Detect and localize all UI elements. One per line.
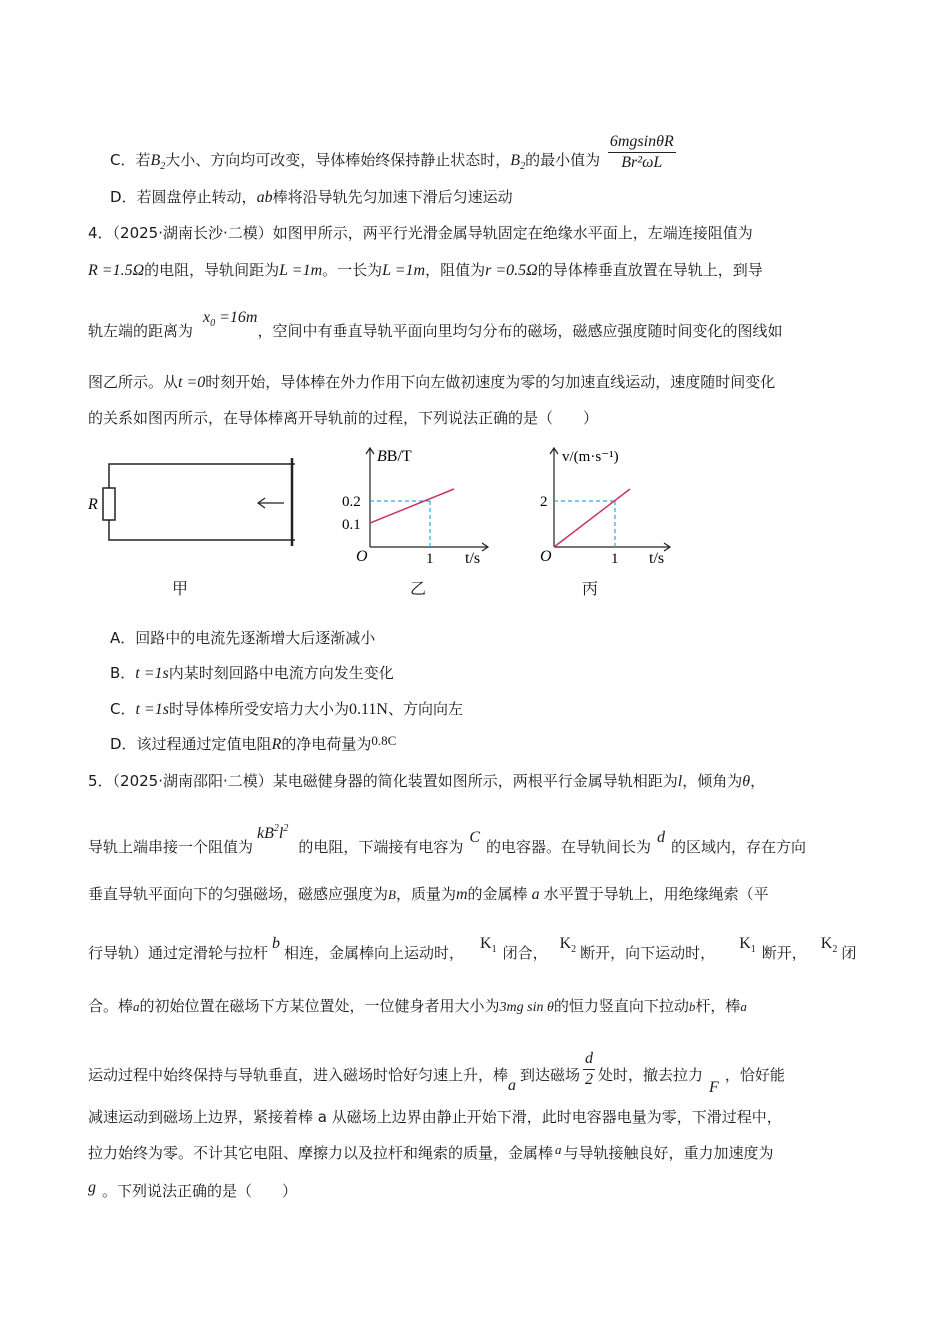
xtick-1: 1 [611, 551, 619, 567]
q5-text: 处时，撤去拉力 [598, 1066, 704, 1084]
math-F: F [709, 1079, 719, 1096]
q4-line-5 [88, 407, 598, 429]
question-source: （2025·湖南长沙·二模） [112, 224, 273, 242]
math-R: R =1.5Ω [88, 262, 145, 279]
q5-text: ， [750, 772, 766, 790]
q5-text: 。下列说法正确的是（ ） [102, 1182, 298, 1200]
math-a: a [531, 886, 540, 903]
q4-option-d [110, 733, 396, 756]
question-number: 4． [88, 224, 113, 242]
option-d-label: D．该过程通过定值电阻 [110, 735, 272, 753]
q5-line-5 [88, 995, 747, 1019]
k-letter: K [739, 935, 751, 952]
switch-k1: $K_1$ [480, 935, 497, 955]
option-c-text2: 、方向向左 [387, 700, 463, 718]
q4-line-4 [88, 371, 775, 394]
q4-text: 轨左端的距离为 [88, 322, 194, 340]
q4-text: ，空间中有垂直导轨平面向里均匀分布的磁场，磁感应强度随时间变化的图线如 [257, 322, 783, 340]
x0-value: =16m [219, 309, 258, 326]
math-theta: θ [742, 773, 751, 790]
math-a: a [555, 1142, 562, 1157]
q5-text: 与导轨接触良好，重力加速度为 [563, 1144, 774, 1162]
fraction-d-2 [583, 1049, 595, 1090]
q4-option-a [110, 627, 375, 649]
q5-text: 行导轨）通过定滑轮与拉杆 [88, 944, 269, 962]
ytick-2: 2 [540, 494, 548, 510]
option-c-text2: 的最小值为 [525, 151, 601, 169]
option-d-text: 棒将沿导轨先匀加速下滑后匀速运动 [272, 188, 513, 206]
math-L: L =1m [279, 262, 323, 279]
math-kB: kB [257, 825, 274, 842]
option-c-text: 时导体棒所受安培力大小为 [168, 700, 349, 718]
q5-text: 的金属棒 [467, 885, 528, 903]
switch-k1b: $K_1$ [739, 935, 756, 955]
var-b2: $B_2$ [150, 152, 166, 172]
q5-line-8 [88, 1142, 774, 1165]
math-force: 3mg sin θ [499, 1000, 554, 1015]
q5-line-2 [88, 823, 807, 859]
origin-label: O [356, 548, 368, 565]
math-g: g [88, 1179, 96, 1196]
q5-line-9 [88, 1180, 297, 1203]
option-d-text: 的净电荷量为 [281, 735, 372, 753]
math-t0: t =0 [178, 374, 206, 391]
q5-line-4 [88, 935, 857, 971]
xlabel-yi: t/s [465, 550, 481, 567]
figure-yi-graph [338, 445, 498, 570]
ylabel-bing: v/(m·s⁻¹) [562, 449, 619, 465]
math-x0 [203, 309, 258, 329]
var-ab: ab [256, 189, 273, 206]
math-a: a [508, 1077, 517, 1094]
resistor [103, 488, 115, 520]
q5-text: 合。棒 [88, 997, 134, 1015]
q4-text: 图乙所示。从 [88, 373, 179, 391]
q5-text: 断开， [761, 944, 807, 962]
option-b-label: B． [110, 664, 136, 682]
k-letter: K [559, 935, 572, 952]
ytick-0.2: 0.2 [342, 494, 361, 510]
fraction-denominator: Br²ωL [621, 154, 663, 171]
caption-yi: 乙 [410, 579, 427, 598]
math-t1: t =1s [135, 665, 169, 682]
option-c-text1: 大小、方向均可改变，导体棒始终保持静止状态时， [165, 151, 511, 169]
q3-option-c [110, 133, 679, 181]
figure-bing-graph [520, 445, 680, 570]
ylabel-yi: BB/T [377, 448, 412, 465]
caption-jia: 甲 [172, 579, 189, 598]
q5-text: 水平置于导轨上，用绝缘绳索（平 [543, 885, 769, 903]
question-source: （2025·湖南邵阳·二模） [112, 772, 273, 790]
fraction-numerator: d [583, 1049, 595, 1070]
q5-line-7 [88, 1106, 782, 1128]
q5-line-6 [88, 1050, 785, 1096]
math-C: C [469, 829, 481, 846]
math-force: 0.11N [348, 701, 388, 718]
option-c-label: C． [110, 700, 136, 718]
q4-text: 如图甲所示，两平行光滑金属导轨固定在绝缘水平面上，左端连接阻值为 [272, 224, 753, 242]
k-letter: K [480, 935, 492, 952]
q4-option-c [110, 698, 463, 721]
q4-text: ，阻值为 [425, 261, 486, 279]
q5-text: 杆，棒 [695, 997, 741, 1015]
x0-var: x [203, 309, 211, 326]
q5-text: 闭 [841, 944, 857, 962]
q4-line-2 [88, 259, 763, 282]
math-R: R [271, 736, 282, 753]
ylabel-yi-unit: B/T [386, 448, 412, 465]
math-t1: t =1s [135, 701, 169, 718]
k-letter: K [820, 935, 833, 952]
math-a: a [740, 999, 747, 1014]
math-L2: L =1m [382, 262, 426, 279]
fraction-min-b2 [608, 132, 676, 173]
q4-line-3 [88, 309, 783, 349]
xlabel-bing: t/s [649, 550, 665, 567]
q4-text: 的电阻，导轨间距为 [144, 261, 280, 279]
switch-k2: $K_2$ [559, 935, 577, 955]
math-charge: 0.8C [371, 733, 397, 748]
q5-text: ，恰好能 [724, 1066, 785, 1084]
q5-text: 的电阻，下端接有电容为 [298, 838, 464, 856]
option-a-text: A．回路中的电流先逐渐增大后逐渐减小 [110, 629, 376, 647]
q5-text: 运动过程中始终保持与导轨垂直，进入磁场时恰好匀速上升，棒 [88, 1066, 509, 1084]
math-b: b [272, 935, 281, 952]
fraction-numerator: 6mgsinθR [608, 132, 676, 153]
caption-bing: 丙 [582, 579, 599, 598]
option-c-label: C．若 [110, 151, 151, 169]
q5-text: ，倾角为 [682, 772, 743, 790]
q5-text: 的电容器。在导轨间长为 [486, 838, 652, 856]
q5-text: 到达磁场 [520, 1066, 581, 1084]
q4-line-1 [88, 222, 753, 244]
rail-bottom [109, 520, 295, 540]
q5-text: 闭合， [502, 944, 548, 962]
switch-k2b: $K_2$ [820, 935, 838, 955]
q4-text: 。一长为 [322, 261, 383, 279]
math-l: l [677, 773, 683, 790]
math-m: m [455, 886, 468, 903]
ytick-0.1: 0.1 [342, 517, 361, 533]
fraction-denominator: 2 [585, 1071, 594, 1088]
q5-text: 某电磁健身器的简化装置如图所示，两根平行金属导轨相距为 [272, 772, 678, 790]
q4-text: 时刻开始，导体棒在外力作用下向左做初速度为零的匀加速直线运动，速度随时间变化 [205, 373, 776, 391]
var-b2b: $B_2$ [510, 152, 526, 172]
q5-text: 垂直导轨平面向下的匀强磁场，磁感应强度为 [88, 885, 389, 903]
option-b-text: 内某时刻回路中电流方向发生变化 [168, 664, 394, 682]
q4-text: 的关系如图丙所示，在导体棒离开导轨前的过程，下列说法正确的是（ ） [88, 409, 599, 427]
q5-text: 的区域内，存在方向 [671, 838, 807, 856]
xtick-1: 1 [426, 551, 434, 567]
q5-text: 断开，向下运动时， [580, 944, 716, 962]
figure-jia-circuit [84, 458, 304, 550]
question-number: 5． [88, 772, 113, 790]
q4-option-b [110, 662, 394, 685]
q5-text: 导轨上端串接一个阻值为 [88, 838, 254, 856]
math-a: a [133, 999, 140, 1014]
q5-line-1 [88, 770, 765, 793]
q5-text: ，质量为 [395, 885, 456, 903]
q4-text: 的导体棒垂直放置在导轨上，到导 [537, 261, 763, 279]
option-d-label: D．若圆盘停止转动， [110, 188, 257, 206]
q5-text: 拉力始终为零。不计其它电阻、摩擦力以及拉杆和绳索的质量，金属棒 [88, 1144, 554, 1162]
rail-top [109, 464, 295, 488]
q5-text: 的初始位置在磁场下方某位置处，一位健身者用大小为 [139, 997, 500, 1015]
math-r: r =0.5Ω [485, 262, 538, 279]
math-resistance: $kB^2l^2$ [257, 823, 289, 842]
q5-line-3 [88, 883, 769, 906]
resistor-label: R [88, 496, 98, 513]
q5-text: 减速运动到磁场上边界，紧接着棒 a 从磁场上边界由静止开始下滑，此时电容器电量为零，下滑过程中， [88, 1108, 782, 1126]
q5-text: 相连，金属棒向上运动时， [284, 944, 465, 962]
origin-label: O [540, 548, 552, 565]
math-d: d [657, 829, 666, 846]
x0-sub: 0 [210, 318, 216, 329]
v-t-line [554, 489, 630, 547]
b-t-line [370, 489, 454, 523]
math-B: B [388, 887, 396, 902]
math-b: b [688, 999, 696, 1014]
q5-text: 的恒力竖直向下拉动 [553, 997, 689, 1015]
q3-option-d [110, 186, 513, 209]
